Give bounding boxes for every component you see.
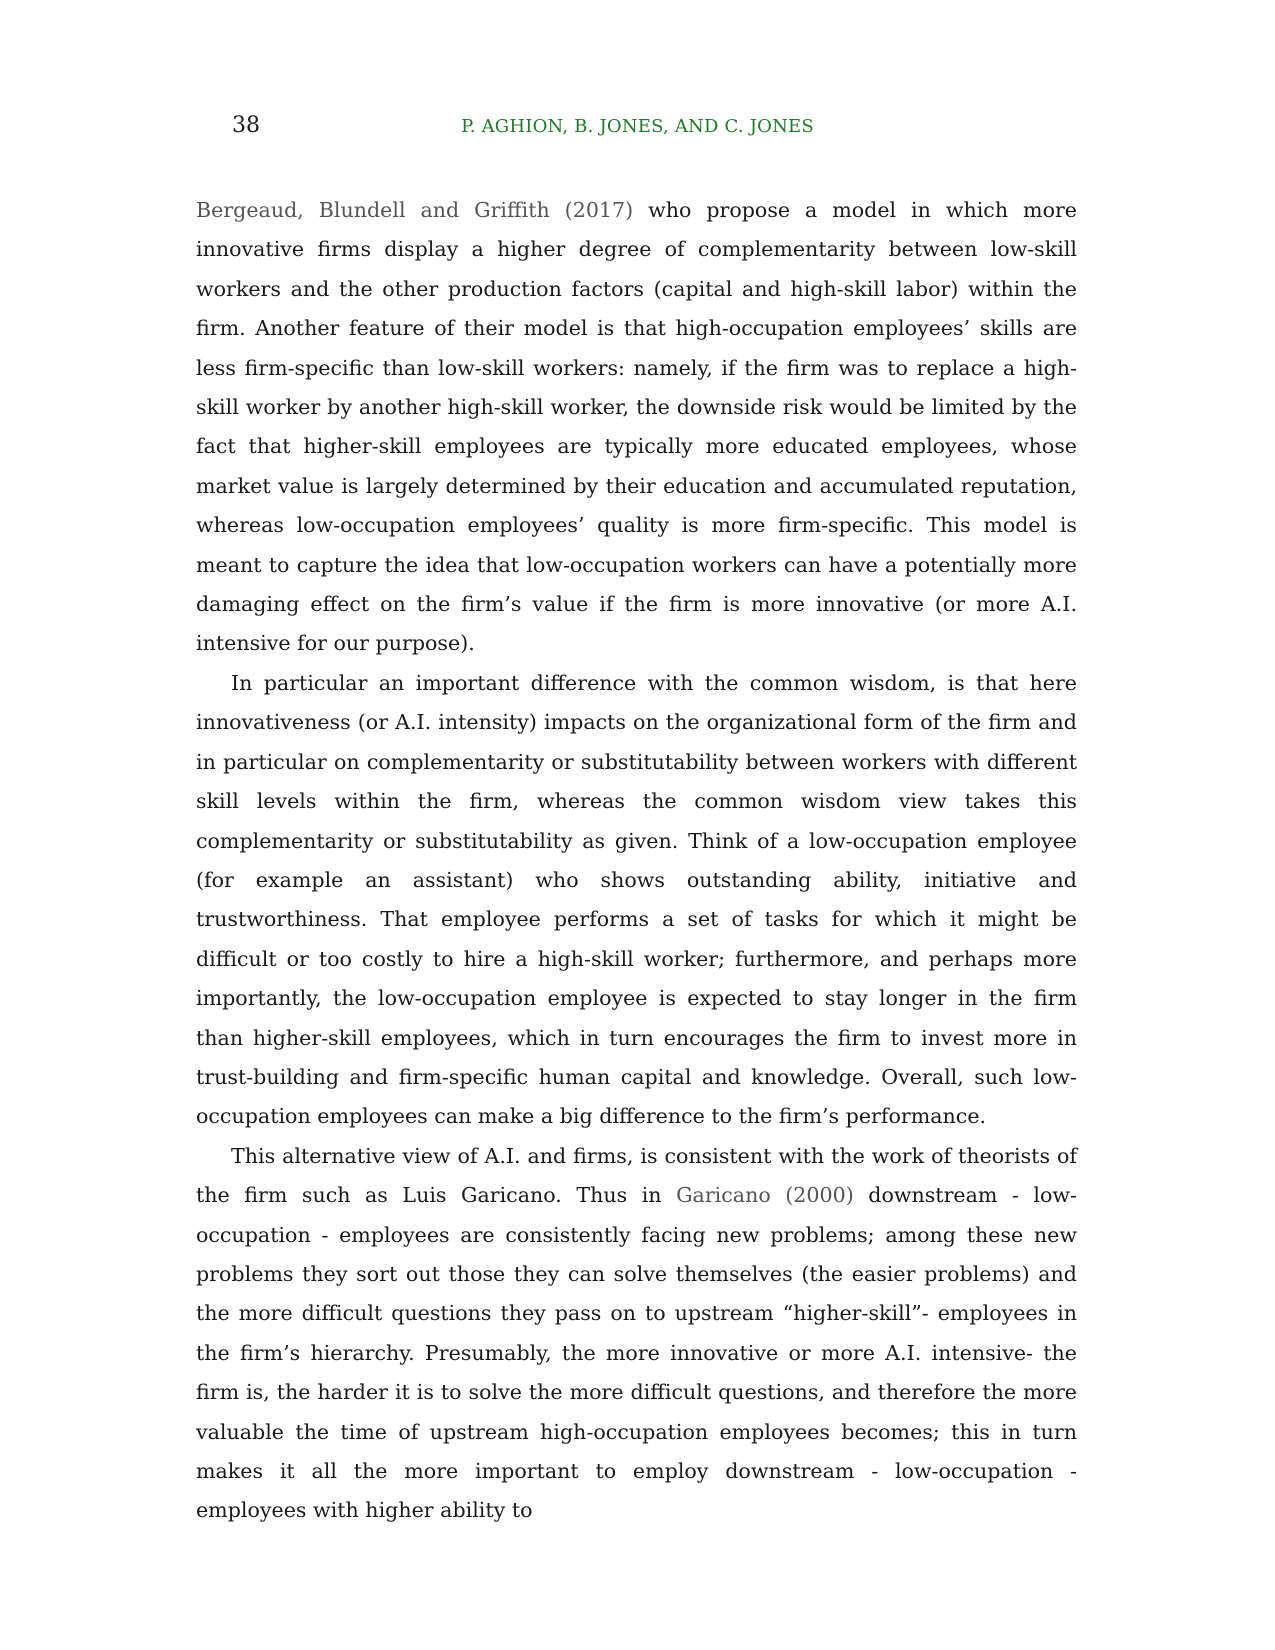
- paragraph-3: [196, 1137, 1077, 1531]
- running-head: P. AGHION, B. JONES, AND C. JONES: [461, 116, 814, 137]
- paragraph-text: This alternative view of A.I. and firms, is consistent with the work of theorists of the firm such as Luis Garicano. Thus in: [196, 1143, 1077, 1208]
- page-number: 38: [232, 113, 260, 138]
- paragraph-text: downstream - low-occupation - employees are consistently facing new problems; among these new problems they sort out those they can solve themselves (the easier problems) and the more difficult questions they pass on to upstream “higher-skill”- employees in the firm’s hierarchy. Presumably, the more innovative or more A.I. intensive- the firm is, the harder it is to solve the more difficult questions, and therefore the more valuable the time of upstream high-occupation employees becomes; this in turn makes it all the more important to employ downstream - low-occupation - employees with higher ability to: [196, 1183, 1077, 1523]
- citation-link[interactable]: Bergeaud, Blundell and Griffith (2017): [196, 198, 634, 222]
- citation-link[interactable]: Garicano (2000): [676, 1183, 854, 1208]
- paragraph-text: who propose a model in which more innovative firms display a higher degree of complementarity between low-skill workers and the other production factors (capital and high-skill labor) within the firm. Another feature of their model is that high-occupation employees’ skills are less firm-specific than low-skill workers: namely, if the firm was to replace a high-skill worker by another high-skill worker, the downside risk would be limited by the fact that higher-skill employees are typically more educated employees, whose market value is largely determined by their education and accumulated reputation, whereas low-occupation employees’ quality is more firm-specific. This model is meant to capture the idea that low-occupation workers can have a potentially more damaging effect on the firm’s value if the firm is more innovative (or more A.I. intensive for our purpose).: [196, 198, 1077, 656]
- body-text: [196, 191, 1077, 1531]
- paragraph-1: [196, 191, 1077, 664]
- paragraph-2: In particular an important difference with the common wisdom, is that here innovativeness (or A.I. intensity) impacts on the organizational form of the firm and in particular on complementarity or substitutability between workers with different skill levels within the firm, whereas the common wisdom view takes this complementarity or substitutability as given. Think of a low-occupation employee (for example an assistant) who shows outstanding ability, initiative and trustworthiness. That employee performs a set of tasks for which it might be difficult or too costly to hire a high-skill worker; furthermore, and perhaps more importantly, the low-occupation employee is expected to stay longer in the firm than higher-skill employees, which in turn encourages the firm to invest more in trust-building and firm-specific human capital and knowledge. Overall, such low-occupation employees can make a big difference to the firm’s performance.: [196, 670, 1077, 1129]
